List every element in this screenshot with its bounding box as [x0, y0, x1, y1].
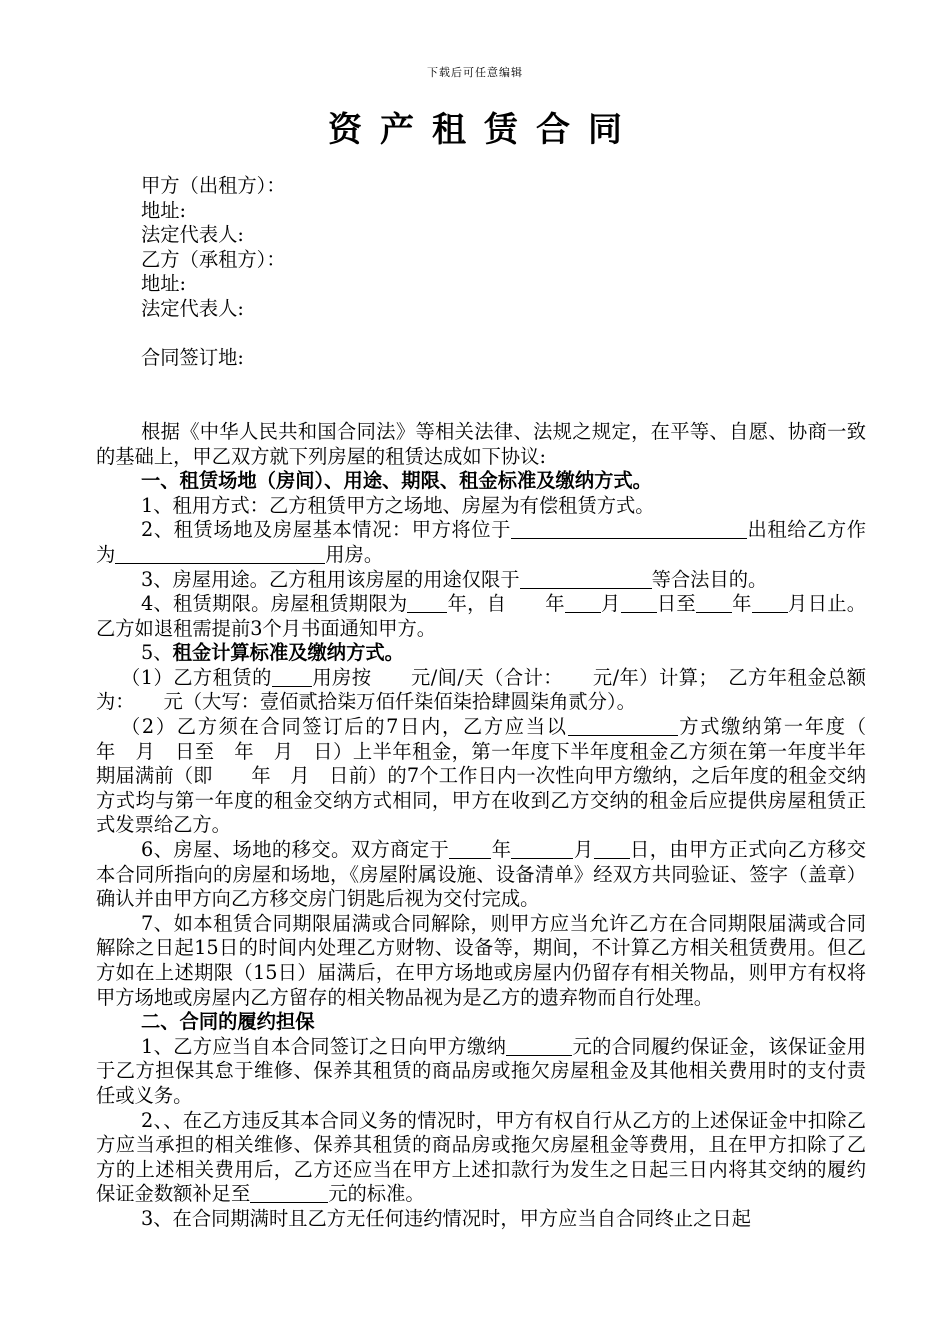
s1-item6: 6、房屋、场地的移交。双方商定于 年 月 日，由甲方正式向乙方移交本合同所指向的房屋和场地，《房屋附属设施、设备清单》经双方共同验证、签字（盖章）确认并由甲方向乙方移交房门钥匙后视为交付完成。 [96, 838, 867, 911]
payment-method-blank[interactable] [568, 717, 678, 736]
lessor-line: 甲方（出租方）： [141, 174, 286, 197]
term-years-blank[interactable] [407, 594, 447, 613]
s1-item5: 5、租金计算标准及缴纳方式。 [141, 641, 404, 665]
s2-item2: 2、、在乙方违反其本合同义务的情况时，甲方有权自行从乙方的上述保证金中扣除乙方应当承担的相关维修、保养其租赁的商品房或拖欠房屋租金等费用，且在甲方扣除了乙方的上述相关费用后，乙方还应当在甲方上述扣款行为发生之日起三日内将其交纳的履约保证金数额补足至 元的标准。 [96, 1108, 866, 1206]
handover-year-blank[interactable] [449, 840, 491, 859]
section1-heading: 一、租赁场地（房间）、用途、期限、租金标准及缴纳方式。 [141, 469, 652, 493]
s1-item1: 1、租用方式：乙方租赁甲方之场地、房屋为有偿租赁方式。 [141, 493, 655, 517]
s2-item3: 3、在合同期满时且乙方无任何违约情况时，甲方应当自合同终止之日起 [141, 1206, 751, 1230]
purpose-blank[interactable] [520, 570, 652, 589]
room-type-blank[interactable] [272, 668, 312, 687]
s1-item2: 2、租赁场地及房屋基本情况：甲方将位于 出租给乙方作为 用房。 [96, 518, 867, 566]
lessor-address: 地址: [141, 198, 187, 222]
preamble: 根据《中华人民共和国合同法》等相关法律、法规之规定，在平等、自愿、协商一致的基础上，甲乙双方就下列房屋的租赁达成如下协议: [96, 419, 866, 468]
document-title: 资产租赁合同 [328, 110, 640, 150]
handover-month-blank[interactable] [511, 840, 573, 859]
lessor-representative: 法定代表人: [141, 223, 244, 247]
signing-place: 合同签订地: [141, 346, 244, 370]
s1-item7: 7、如本租赁合同期限届满或合同解除，则甲方应当允许乙方在合同期限届满或合同解除之日起15日的时间内处理乙方财物、设备等，期间，不计算乙方相关租赁费用。但乙方如在上述期限（15日）届满后，在甲方场地或房屋内仍留存有相关物品，则甲方有权将甲方场地或房屋内乙方留存的相关物品视为是乙方的遗弃物而自行处理。 [96, 911, 866, 1009]
contract-body [96, 174, 905, 1232]
s1-item3: 3、房屋用途。乙方租用该房屋的用途仅限于 等合法目的。 [141, 567, 768, 591]
s1-item5-2: （2）乙方须在合同签订后的7日内，乙方应当以 方式缴纳第一年度（ 年 月 日至 年 月 日）上半年租金，第一年度下半年度租金乙方须在第一年度半年期届满前（即 年 月 日前）的7个工作日内一次性向甲方缴纳，之后年度的租金交纳方式均与第一年度的租金交纳方式相同，甲方在收到乙方交纳的租金后应提供房屋租赁正式发票给乙方。 [96, 715, 905, 837]
deposit-amount-blank[interactable] [506, 1037, 572, 1056]
end-month-blank[interactable] [752, 594, 788, 613]
end-year-blank[interactable] [696, 594, 732, 613]
lessee-representative: 法定代表人: [141, 296, 244, 320]
start-day-blank[interactable] [621, 594, 657, 613]
page-header-note: 下载后可任意编辑 [427, 66, 523, 79]
lessee-line: 乙方（承租方）： [141, 247, 286, 271]
handover-day-blank[interactable] [594, 840, 630, 859]
deposit-topup-blank[interactable] [250, 1184, 328, 1203]
usage-blank[interactable] [115, 545, 325, 564]
location-blank[interactable] [511, 520, 747, 539]
lessee-address: 地址: [141, 272, 187, 296]
s1-item5-1: （1）乙方租赁的 用房按 元/间/天（合计： 元/年）计算； 乙方年租金总额为： 元（大写：壹佰贰拾柒万佰仟柒佰柒拾肆圆柒角贰分）。 [96, 665, 866, 714]
start-month-blank[interactable] [565, 594, 601, 613]
s2-item1: 1、乙方应当自本合同签订之日向甲方缴纳 元的合同履约保证金，该保证金用于乙方担保其怠于维修、保养其租赁的商品房或拖欠房屋租金及其他相关费用时的支付责任或义务。 [96, 1034, 867, 1107]
s1-item4: 4、租赁期限。房屋租赁期限为 年，自 年 月 日至 年 月日止。乙方如退租需提前3个月书面通知甲方。 [96, 592, 867, 640]
section2-heading: 二、合同的履约担保 [141, 1010, 315, 1034]
